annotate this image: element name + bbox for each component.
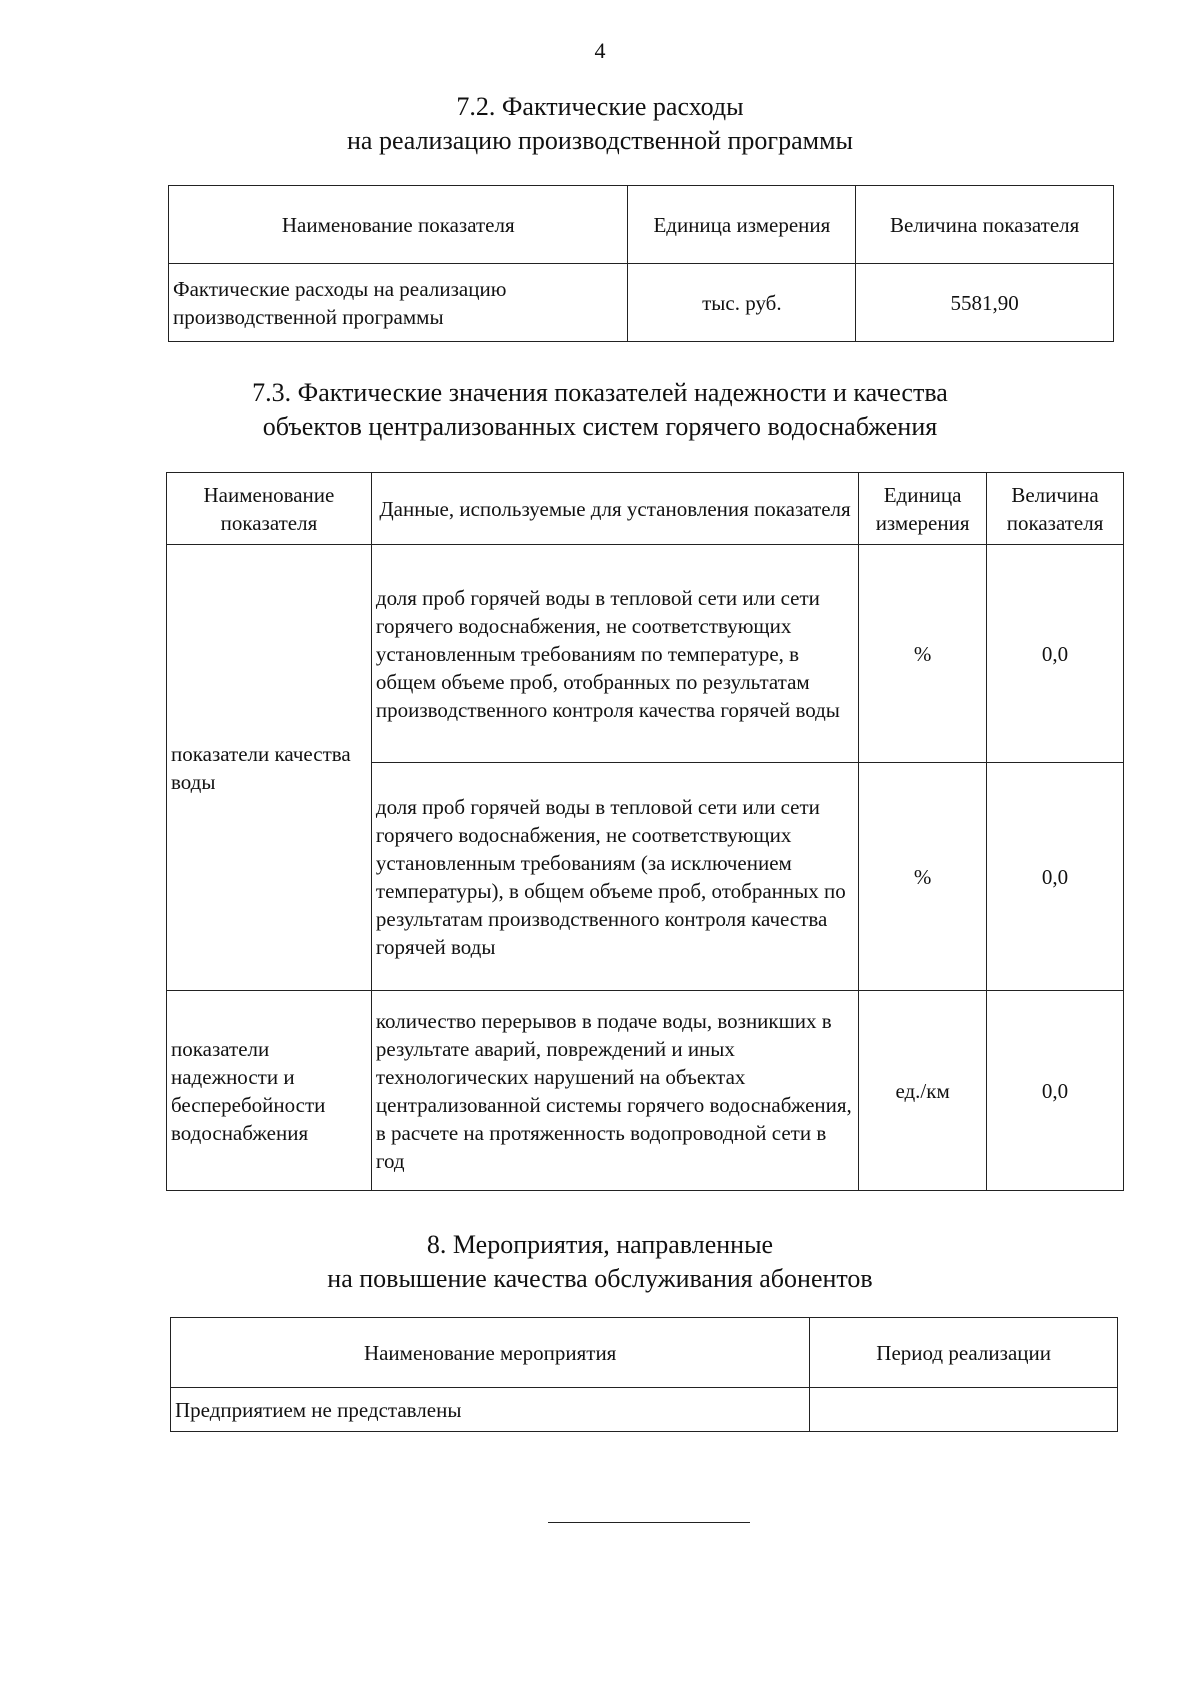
section-7-3-title-line1: 7.3. Фактические значения показателей надежности и качества: [252, 378, 948, 407]
header-measure-name: Наименование мероприятия: [171, 1318, 810, 1388]
measure-period: [810, 1388, 1118, 1432]
table-header-row: [169, 186, 1114, 264]
table-row: [167, 991, 1124, 1191]
indicator-value: 0,0: [987, 763, 1124, 991]
source-data-text: доля проб горячей воды в тепловой сети или сети горячего водоснабжения, не соответствующих установленным требованиям (за исключением температуры), в общем объеме проб, отобранных по результатам производственного контроля качества горячей воды: [371, 763, 858, 991]
unit-value: %: [859, 545, 987, 763]
header-source-data: Данные, используемые для установления показателя: [371, 473, 858, 545]
header-indicator-name: Наименование показателя: [169, 186, 628, 264]
header-unit: Единица измерения: [859, 473, 987, 545]
measures-table: [170, 1317, 1118, 1432]
header-indicator-name: Наименование показателя: [167, 473, 372, 545]
indicator-value: 0,0: [987, 991, 1124, 1191]
header-value: Величина показателя: [856, 186, 1114, 264]
unit-value: тыс. руб.: [628, 264, 856, 342]
table-row: [171, 1388, 1118, 1432]
section-7-3-title-line2: объектов централизованных систем горячего водоснабжения: [262, 412, 938, 441]
table-header-row: [171, 1318, 1118, 1388]
measure-name: Предприятием не представлены: [171, 1388, 810, 1432]
closing-rule: [548, 1522, 750, 1523]
table-row: [169, 264, 1114, 342]
group-name-reliability: показатели надежности и бесперебойности водоснабжения: [167, 991, 372, 1191]
header-value: Величина показателя: [987, 473, 1124, 545]
unit-value: %: [859, 763, 987, 991]
table-row: [167, 545, 1124, 763]
indicator-name: Фактические расходы на реализацию производственной программы: [169, 264, 628, 342]
section-8-title: [0, 1228, 1200, 1296]
page-number: 4: [594, 38, 606, 63]
section-7-2-title-line2: на реализацию производственной программы: [346, 126, 853, 155]
section-8-title-line1: 8. Мероприятия, направленные: [426, 1230, 774, 1259]
section-7-2-title: [0, 90, 1200, 158]
source-data-text: доля проб горячей воды в тепловой сети или сети горячего водоснабжения, не соответствующих установленным требованиям по температуре, в общем объеме проб, отобранных по результатам производственного контроля качества горячей воды: [371, 545, 858, 763]
expenses-table: [168, 185, 1114, 342]
source-data-text: количество перерывов в подаче воды, возникших в результате аварий, повреждений и иных технологических нарушений на объектах централизованной системы горячего водоснабжения, в расчете на протяженность водопроводной сети в год: [371, 991, 858, 1191]
section-7-3-title: [0, 376, 1200, 444]
header-period: Период реализации: [810, 1318, 1118, 1388]
header-unit: Единица измерения: [628, 186, 856, 264]
unit-value: ед./км: [859, 991, 987, 1191]
section-7-2-title-line1: 7.2. Фактические расходы: [456, 92, 744, 121]
table-header-row: [167, 473, 1124, 545]
indicator-value: 5581,90: [856, 264, 1114, 342]
indicator-value: 0,0: [987, 545, 1124, 763]
reliability-quality-table: [166, 472, 1124, 1191]
section-8-title-line2: на повышение качества обслуживания абонентов: [327, 1264, 873, 1293]
group-name-water-quality: показатели качества воды: [167, 545, 372, 991]
